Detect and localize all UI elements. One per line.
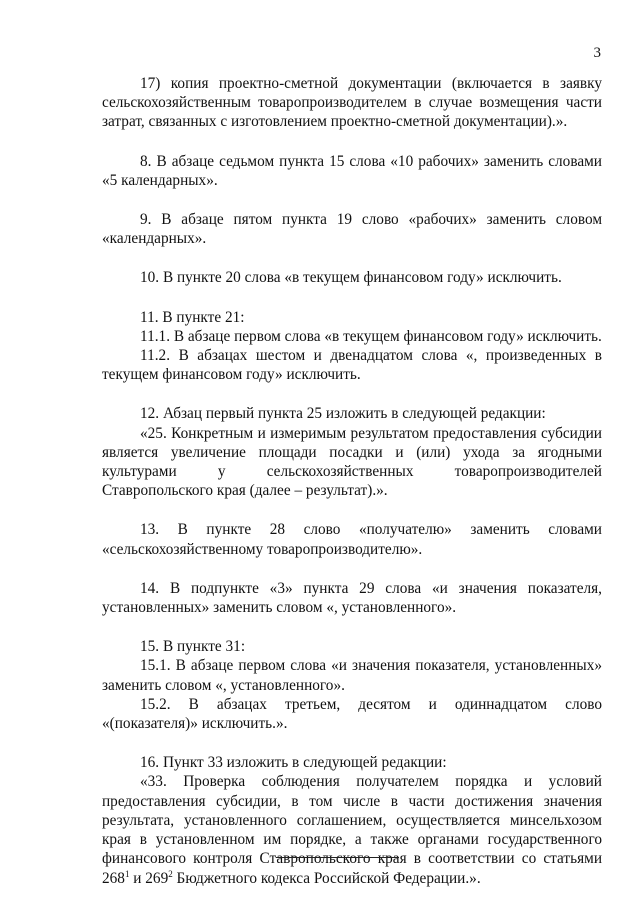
paragraph-final — [102, 772, 602, 887]
block-spacer — [102, 617, 602, 637]
paragraph: 15.2. В абзацах третьем, десятом и одиннадцатом слово «(показателя)» исключить.». — [102, 695, 602, 733]
paragraph: 11.2. В абзацах шестом и двенадцатом слова «, произведенных в текущем финансовом году» исключить. — [102, 347, 602, 384]
paragraph: 12. Абзац первый пункта 25 изложить в следующей редакции: — [140, 405, 546, 423]
paragraph: 10. В пункте 20 слова «в текущем финансовом году» исключить. — [140, 269, 562, 287]
superscript: 2 — [168, 868, 173, 879]
paragraph: 15.1. В абзаце первом слова «и значения показателя, установленных» заменить словом «, установленного». — [102, 657, 602, 694]
closing-divider-line — [276, 857, 399, 858]
paragraph: 16. Пункт 33 изложить в следующей редакции: — [140, 754, 447, 772]
paragraph-text: «33. Проверка соблюдения получателем порядка и условий предоставления субсидии, в том числе в части достижения значения результата, установленного соглашением, осуществляется минсельхозом края в установленном им порядке, а также органами государственного финансового контроля Ставропольского края в соответствии со статьями 268 — [102, 773, 602, 887]
block-spacer — [102, 733, 602, 753]
block-spacer — [102, 288, 602, 308]
paragraph: 11. В пункте 21: — [140, 308, 245, 326]
block-spacer — [102, 132, 602, 152]
page-number: 3 — [593, 45, 601, 61]
paragraph: 8. В абзаце седьмом пункта 15 слова «10 рабочих» заменить словами «5 календарных». — [102, 152, 602, 189]
block-spacer — [102, 384, 602, 404]
paragraph: 15. В пункте 31: — [140, 638, 246, 656]
paragraph: 14. В подпункте «3» пункта 29 слова «и значения показателя, установленных» заменить словом «, установленного». — [102, 579, 602, 617]
block-spacer — [102, 248, 602, 268]
paragraph-text: и 269 — [129, 869, 169, 887]
document-body — [102, 74, 602, 888]
paragraph: «25. Конкретным и измеримым результатом предоставления субсидии является увеличение площади посадки и (или) ухода за ягодными культурами у сельскохозяйственных товаропроизводителей Ставропольского края (далее – результат).». — [102, 424, 602, 500]
paragraph: 13. В пункте 28 слово «получателю» заменить словами «сельскохозяйственному товаропроизводителю». — [102, 521, 602, 558]
superscript: 1 — [124, 868, 130, 879]
paragraph: 9. В абзаце пятом пункта 19 слово «рабочих» заменить словом «календарных». — [102, 211, 602, 248]
paragraph: 17) копия проектно-сметной документации (включается в заявку сельскохозяйственным товаропроизводителем в случае возмещения части затрат, связанных с изготовлением проектно-сметной документации).». — [102, 75, 602, 131]
paragraph-text: Бюджетного кодекса Российской Федерации.». — [172, 869, 481, 887]
block-spacer — [102, 559, 602, 579]
block-spacer — [102, 500, 602, 520]
paragraph: 11.1. В абзаце первом слова «в текущем финансовом году» исключить. — [140, 327, 602, 345]
block-spacer — [102, 190, 602, 210]
